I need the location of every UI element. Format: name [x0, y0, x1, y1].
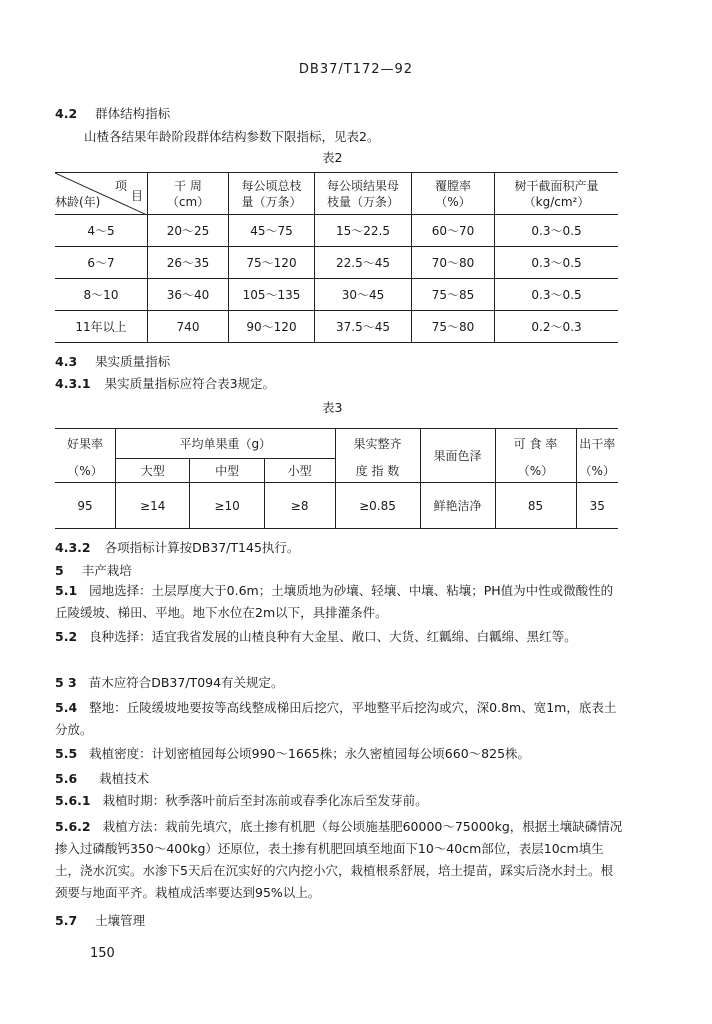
section-number: 5.5	[55, 746, 78, 761]
table-cell: ≥10	[190, 483, 264, 529]
section-number: 5.1	[55, 583, 78, 598]
section-number: 5.7	[55, 913, 78, 928]
table-cell: 22.5～45	[315, 247, 412, 279]
section-4-3-1	[55, 378, 275, 391]
table-cell: 36～40	[148, 279, 229, 311]
section-text: 栽植密度：计划密植园每公顷990～1665株；永久密植园每公顷660～825株。	[89, 746, 531, 761]
table-cell: 740	[148, 311, 229, 343]
table-row	[55, 247, 618, 279]
header-cell: 每公顷总枝 量（万条）	[229, 173, 315, 215]
header-cell: 覆膛率 （%）	[412, 173, 495, 215]
corner-label-top2: 目	[130, 189, 143, 203]
table-cell: 90～120	[229, 311, 315, 343]
table-cell: 20～25	[148, 215, 229, 247]
section-text: 果实质量指标应符合表3规定。	[104, 376, 276, 391]
section-text: 良种选择：适宜我省发展的山楂良种有大金星、敞口、大货、红瓤绵、白瓤绵、黑红等。	[89, 629, 577, 644]
table-cell: ≥0.85	[335, 483, 420, 529]
header-cell: （%）	[576, 459, 618, 483]
header-cell: 大型	[116, 459, 190, 483]
table2-caption: 表2	[322, 150, 343, 165]
table-cell: ≥8	[264, 483, 335, 529]
table-cell: 85	[495, 483, 576, 529]
table-cell: 45～75	[229, 215, 315, 247]
section-title: 栽植技术	[99, 771, 150, 786]
section-title: 丰产栽培	[81, 563, 132, 578]
section-4-3-heading	[55, 356, 170, 369]
section-title: 群体结构指标	[95, 106, 171, 121]
section-5-3	[55, 672, 625, 694]
section-4-2-text: 山楂各结果年龄阶段群体结构参数下限指标，见表2。	[84, 129, 380, 144]
table-cell: 0.3～0.5	[495, 215, 619, 247]
header-cell: （%）	[55, 459, 116, 483]
table-row	[55, 215, 618, 247]
section-number: 5.4	[55, 700, 78, 715]
table-cell: 26～35	[148, 247, 229, 279]
table-cell: 4～5	[55, 215, 148, 247]
table-cell: 鲜艳洁净	[420, 483, 495, 529]
table-cell: 8～10	[55, 279, 148, 311]
section-title: 土壤管理	[95, 913, 146, 928]
section-number: 5 3	[55, 675, 77, 690]
section-5-heading	[55, 565, 132, 578]
section-number: 5.6	[55, 771, 78, 786]
table-cell: 95	[55, 483, 116, 529]
header-cell: 每公顷结果母 枝量（万条）	[315, 173, 412, 215]
section-5-6-heading	[55, 773, 149, 786]
section-5-4	[55, 697, 625, 741]
table-cell: 35	[576, 483, 618, 529]
header-cell: （%）	[495, 459, 576, 483]
header-cell: 出干率	[576, 429, 618, 459]
table-header-row	[55, 173, 618, 215]
header-cell: 果实整齐	[335, 429, 420, 459]
table-cell: 37.5～45	[315, 311, 412, 343]
table-header-row	[55, 429, 618, 459]
section-5-5	[55, 743, 625, 765]
header-cell: 树干截面积产量 （kg/cm²）	[495, 173, 619, 215]
table3-caption: 表3	[322, 400, 343, 415]
table-cell: ≥14	[116, 483, 190, 529]
section-text: 栽植方法：栽前先填穴，底土掺有机肥（每公顷施基肥60000～75000kg，根据土壤缺磷情况掺入过磷酸钙350～400kg）还原位，表土掺有机肥回填至地面下10～40cm部位，表层10cm填生土，浇水沉实。水渗下5天后在沉实好的穴内挖小穴，栽植根系舒展，培土提苗，踩实后浇水封土。根颈要与地面平齐。栽植成活率要达到95%以上。	[55, 819, 623, 900]
section-number: 5.6.1	[55, 793, 91, 808]
page-header: DB37/T172—92	[298, 62, 414, 77]
section-text: 苗木应符合DB37/T094有关规定。	[88, 675, 284, 690]
section-5-1	[55, 580, 625, 624]
table-cell: 70～80	[412, 247, 495, 279]
header-cell: 中型	[190, 459, 264, 483]
header-cell: 果面色泽	[420, 429, 495, 483]
section-text: 园地选择：土层厚度大于0.6m；土壤质地为砂壤、轻壤、中壤、粘壤；PH值为中性或微酸性的丘陵缓坡、梯田、平地。地下水位在2m以下，具排灌条件。	[55, 583, 614, 620]
header-cell: 可 食 率	[495, 429, 576, 459]
section-4-2-heading	[55, 108, 170, 121]
section-title: 果实质量指标	[95, 354, 171, 369]
header-cell: 干 周 （cm）	[148, 173, 229, 215]
table-cell: 75～120	[229, 247, 315, 279]
table-row	[55, 483, 618, 529]
table-cell: 75～85	[412, 279, 495, 311]
section-number: 4.3.1	[55, 376, 91, 391]
table-cell: 11年以上	[55, 311, 148, 343]
header-cell: 度 指 数	[335, 459, 420, 483]
table-cell: 15～22.5	[315, 215, 412, 247]
section-5-2	[55, 626, 625, 648]
section-text: 栽植时期：秋季落叶前后至封冻前或春季化冻后至发芽前。	[102, 793, 428, 808]
corner-label-bottom: 林龄(年)	[55, 195, 101, 209]
section-5-6-1	[55, 790, 625, 812]
header-cell: 好果率	[66, 437, 103, 452]
table-cell: 0.2～0.3	[495, 311, 619, 343]
section-number: 5.2	[55, 629, 78, 644]
corner-label-top: 项	[114, 179, 127, 193]
table-2	[55, 172, 618, 343]
table-cell: 105～135	[229, 279, 315, 311]
section-5-6-2	[55, 816, 625, 904]
table-cell: 0.3～0.5	[495, 279, 619, 311]
page-number: 150	[90, 946, 115, 961]
table-3	[55, 428, 618, 529]
table-cell: 75～80	[412, 311, 495, 343]
section-number: 5	[55, 563, 64, 578]
table-row	[55, 311, 618, 343]
header-cell: 小型	[264, 459, 335, 483]
section-number: 4.3.2	[55, 540, 91, 555]
section-4-3-2	[55, 542, 299, 555]
table-cell: 60～70	[412, 215, 495, 247]
table-row	[55, 279, 618, 311]
table-cell: 6～7	[55, 247, 148, 279]
section-number: 5.6.2	[55, 819, 91, 834]
table-cell: 0.3～0.5	[495, 247, 619, 279]
table-cell: 30～45	[315, 279, 412, 311]
corner-cell	[55, 173, 148, 215]
section-number: 4.3	[55, 354, 78, 369]
section-text: 各项指标计算按DB37/T145执行。	[104, 540, 300, 555]
section-text: 整地：丘陵缓坡地要按等高线整成梯田后挖穴，平地整平后挖沟或穴，深0.8m、宽1m，底表土分放。	[55, 700, 617, 737]
section-5-7-heading	[55, 915, 145, 928]
header-cell: 平均单果重（g）	[116, 429, 336, 459]
section-number: 4.2	[55, 106, 78, 121]
table-header-row	[55, 459, 618, 483]
